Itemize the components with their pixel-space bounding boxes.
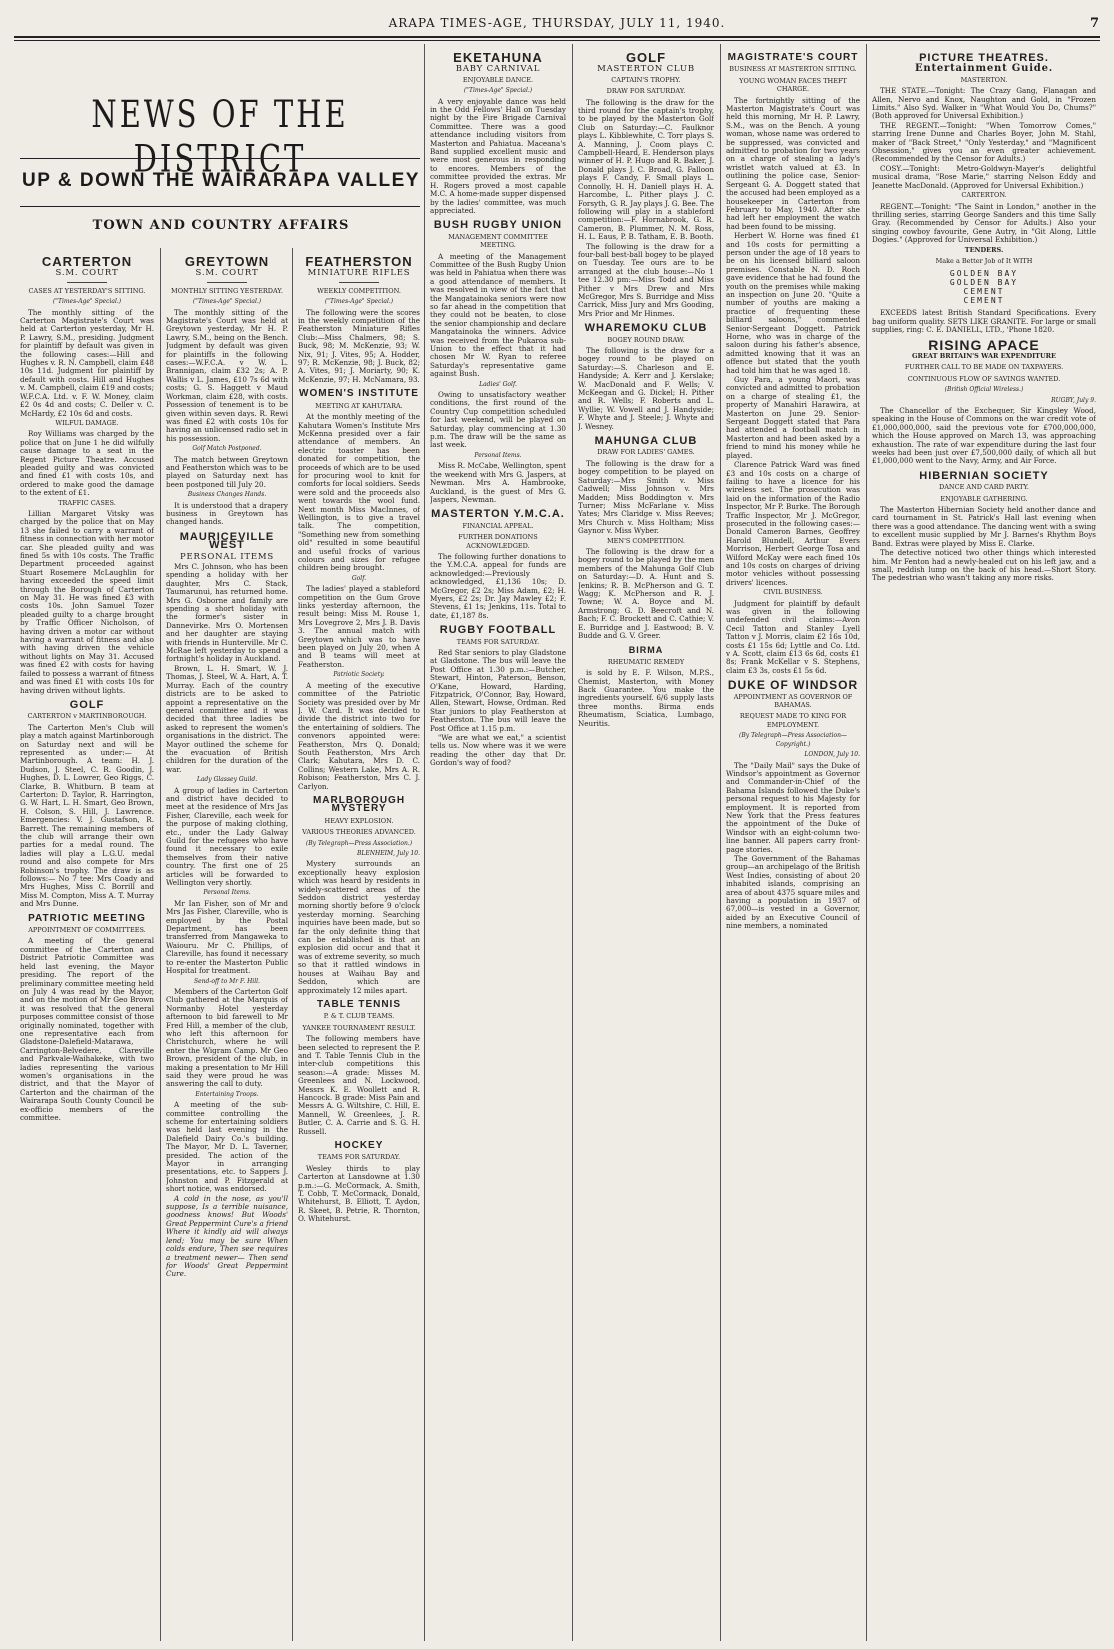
article-text: The Masterton Hibernian Society held another dance and card tournament in St. Patrick's Hall last evening when there was a good attendance. The dancing went with a swing to excellent music supplied by Mr J. Barnes's Rhythm Boys Band. Extras were played by Miss E. Clarke. [872, 505, 1096, 548]
dateline: RUGBY, July 9. [1051, 396, 1096, 404]
kicker: P. & T. CLUB TEAMS. [323, 1012, 395, 1021]
article-text: The following is the draw for a four-ball best-ball bogey to be played on Tuesday. Tee ours are to be arranged at the club house:—No 1 tee 12.30 pm:—Miss Todd and Miss Pither v Mrs Drew and Mrs McGregor, Mrs S. Burridge and Miss Carrick, Miss Jury and Mrs Gooding, Mrs Prior and Mr Hinmes. [578, 241, 714, 318]
kicker: CASES AT YESTERDAY'S SITTING. [28, 286, 146, 295]
article-text: The Chancellor of the Exchequer, Sir Kingsley Wood, speaking in the House of Commons on the war credit vote of £1,000,000,000, said the previous vote for £700,000,000, which the House approved on March 13, was approaching exhaustion. The rate of war expenditure during the last four weeks had been just over £7,500,000 daily, of which all but £1,000,000 went to the Navy, Army, and Air Force. [872, 406, 1096, 466]
article-text: The following is the draw for the third round for the captain's trophy, to be played by the Masterton Golf Club on Saturday:—C. Faulknor plays L. Kibblewhite, C. Torr plays S. A. Manning, J. Coom plays C. Campbell-Heard, E. Henderson plays winner of H. P. Hugo and R. Baker, J. Donald plays J. C. Broad, G. Falloon plays F. Candy, F. Small plays L. Connolly, H. H. Daniell plays H. A. Harcombe, L. Pither plays J. C. Forsyth, G. R. Jay plays J. G. Bee. The following will play in a stableford competition:—F. Hornabrook, G. R. Cameron, B. Plummer, N. M. Ross, H. L. Eaus, P. B. Tatham, E. B. Booth. [578, 97, 714, 242]
banner-subtitle: UP & DOWN THE WAIRARAPA VALLEY [22, 170, 420, 191]
article-text: Mystery surrounds an exceptionally heavy explosion which was heard by residents in widely-scattered areas of the Seddon district yesterday morning shortly before 9 o'clock yesterday morning. Searching inquiries have been made, but so far the only definite thing that can be established is that an explosion did occur and that it was of extreme severity, so much so that it rattled windows in houses at Waihau Bay and Seddon, which are approximately 12 miles apart. [298, 859, 420, 995]
section-heading: GOLF [69, 698, 105, 711]
column-divider [720, 44, 721, 1641]
banner-rule [20, 206, 420, 207]
section-subheading: Entertainment Guide. [914, 63, 1054, 75]
article-text: Roy Williams was charged by the police that on June 1 he did wilfully cause damage to a seat in the Regent Picture Theatre. Accused pleaded guilty and was convicted and fined £1 with costs 10s, and ordered to make good the damage to the extent of £1. [20, 429, 154, 498]
advertisement-text: is sold by E. F. Wilson, M.P.S., Chemist, Masterton, with Money Back Guarantee. You make the ingredients yourself. 6/6 supply lasts three months. Birma ends Rheumatism, Sciatica, Lumbago, Neuritis. [578, 668, 714, 728]
byline: ("Times-Age" Special.) [52, 298, 122, 306]
column-divider [160, 248, 161, 1641]
advertisement-logo [872, 269, 1096, 305]
section-heading: RUGBY FOOTBALL [439, 624, 557, 637]
article-text: The following further donations to the Y.M.C.A. appeal for funds are acknowledged:—Previously acknowledged, £1,136 10s; D. McGregor, £2 2s; Miss Adam, £2; H. Myers, £2 2s; Dr. Jay Mawley £2; F. Stevens, £1 1s; Jenkins, 11s. Total to date, £1,187 8s. [430, 551, 566, 620]
article-text: The monthly sitting of the Magistrate's Court was held at Greytown yesterday, Mr H. P. Lawry, S.M., being on the Bench. Judgment by default was given for plaintiffs in the following cases:—W.F.C.A. v W. L. Brannigan, claim £32 2s; A. P. Wallis v L. James, £10 7s 6d with costs; G. S. Haggett v Maud Workman, claim £28, with costs. Possession of tenement is to be given within seven days. R. Rewi was fined £2 with costs 10s for having an unlicensed radio set in his possession. [166, 307, 288, 443]
kicker: TEAMS FOR SATURDAY. [456, 637, 540, 646]
advertisement-line: CEMENT [963, 287, 1005, 297]
article-text: The monthly sitting of the Carterton Magistrate's Court was held at Carterton yesterday, Mr H. P. Lawry, S.M., presiding. Judgment for plaintiff by default was given in the following cases:—Hill and Hughes v. R. N. Campbell, claim £48 10s 11d. Judgment for plaintiff by default with costs. Hill and Hughes v. M. Campbell, claim £19 and costs; W.F.C.A. Ltd. v. F. W. Money, claim £2 0s 4d and costs; C. Deller v. C. McHardy, £2 10s 6d and costs. [20, 307, 154, 418]
article-text: The following members have been selected to represent the P. and T. Table Tennis Club in the inter-club competitions this season:—A grade: Misses M. Greenlees and N. Lockwood, Messrs K. E. Woollett and R. Hancock. B grade: Miss Pain and Messrs A. G. Wiltshire, C. Hill, E. Mannell, W. Greenlees, J. R. Butler, C. A. Carrie and S. G. H. Russell. [298, 1034, 420, 1136]
kicker: DRAW FOR SATURDAY. [606, 87, 686, 96]
section-heading: MAURICEVILLE WEST [179, 530, 275, 552]
subhead: TENDERS. [964, 245, 1004, 254]
dateline: BLENHEIM, July 10. [357, 850, 420, 857]
section-heading: DUKE OF WINDSOR [727, 678, 859, 693]
kicker: YANKEE TOURNAMENT RESULT. [302, 1023, 416, 1032]
article-text: Members of the Carterton Golf Club gathered at the Marquis of Normanby Hotel yesterday afternoon to bid farewell to Mr Fred Hill, a member of the club, who left this afternoon for Christchurch, where he will enter the Wigram Camp. Mr Geo Brown, president of the club, in making a presentation to Mr Hill said they were proud he was answering the call to duty. [166, 986, 288, 1089]
kicker: REQUEST MADE TO KING FOR EMPLOYMENT. [739, 712, 847, 729]
listing-text: REGENT.—Tonight: "The Saint in London," another in the thrilling series, starring George Sanders and this time Sally Gray. (Recommended by Censor for Adults.) Also your singing cowboy favourite, Gene Autry, in "Git Along, Little Dogies." (Approved for Universal Exhibition.) [872, 201, 1096, 245]
kicker: CONTINUOUS FLOW OF SAVINGS WANTED. [907, 374, 1061, 383]
article-text: A meeting of the sub-committee controlling the scheme for entertaining soldiers was held last evening in the Dalefield Dairy Co.'s building. The Mayor, Mr D. L. Taverner, presided. The action of the Mayor in arranging presentations, etc. to Sappers J. Johnston and P. Fitzgerald at short notice, was endorsed. [166, 1100, 288, 1194]
byline: ("Times-Age" Special.) [192, 298, 262, 306]
page-number: 7 [1089, 15, 1100, 31]
section-heading: TABLE TENNIS [316, 998, 402, 1010]
kicker: MEETING AT KAHUTARA. [315, 401, 403, 410]
column-featherston [298, 252, 420, 1641]
article-text: A very enjoyable dance was held in the Odd Fellows' Hall on Tuesday night by the Fire Brigade Carnival Committee. There was a good attendance including visitors from Masterton and Pahiatua. Maceana's Band supplied excellent music and were most generous in responding to encores. Members of the committee provided the extras. Mr H. Rogers proved a most capable M.C. A home-made supper dispensed by the ladies' committee, was much appreciated. [430, 96, 566, 215]
column-eketahuna [430, 48, 566, 1641]
subhead: Patriotic Society. [333, 671, 385, 679]
article-text: Lillian Margaret Vitsky was charged by the police that on May 13 she failed to carry a warrant of fitness in connection with her motor car. She pleaded guilty and was fined 5s with 10s costs. The Traffic Department proceeded against Stuart Rosemere McLaughlin for having exceeded the speed limit through the Borough of Carterton on May 31. He was fined £3 with costs 10s. John Samuel Tozer pleaded guilty to a charge brought by Traffic Officer Nicholson, of having driven a motor car without having a warrant of fitness and also with having driven the vehicle without lights on May 31. Accused was fined £2 with costs for having failed to possess a warrant of fitness and was fined £1 with costs 10s for having driven without lights. [20, 508, 154, 695]
byline: (British Official Wireless.) [944, 386, 1024, 394]
subhead: Personal Items. [203, 889, 251, 897]
article-text: It is understood that a drapery business in Greytown has changed hands. [166, 500, 288, 527]
kicker: BUSINESS AT MASTERTON SITTING. [729, 65, 857, 74]
section-heading: MAHUNGA CLUB [594, 435, 698, 448]
masthead-rule-thin [14, 40, 1100, 41]
column-divider [866, 44, 867, 1641]
advertisement-line: CEMENT [963, 296, 1005, 306]
section-heading: MAGISTRATE'S COURT [727, 52, 859, 63]
subhead: Send-off to Mr F. Hill. [194, 977, 260, 985]
section-heading: GOLF [625, 50, 667, 65]
subhead: Lady Glassey Guild. [196, 776, 258, 784]
column-golf [578, 48, 714, 1641]
section-heading: CARTERTON [41, 254, 133, 269]
subhead: CIVIL BUSINESS. [763, 588, 823, 597]
section-heading: PATRIOTIC MEETING [28, 912, 146, 924]
advertisement-line: GOLDEN BAY [949, 278, 1019, 288]
column-carterton [20, 252, 154, 1641]
kicker: VARIOUS THEORIES ADVANCED. [302, 828, 416, 837]
article-text: The following is the draw for a bogey round to be played on Saturday:—S. Charleson and E. Handyside; A. Kerr and J. Kerslake; W. MacDonald and F. Wells; V. McKeegan and G. Dickel; H. Pither and R. Wells; F. Roberts and L. Wyllie; W. Vowell and J. Handyside; F. Whyte and J. Steele; J. Whyte and J. Wesney. [578, 346, 714, 431]
kicker: DANCE AND CARD PARTY. [939, 483, 1029, 492]
town-label: MASTERTON. [960, 75, 1008, 84]
masthead-rule [14, 36, 1100, 38]
article-text: Owing to unsatisfactory weather conditions, the first round of the Country Cup competition scheduled for last weekend, will be played on Saturday, play commencing at 1.30 p.m. The draw will be the same as last week. [430, 390, 566, 450]
masthead-title: ARAPA TIMES-AGE, THURSDAY, JULY 11, 1940. [388, 16, 726, 30]
advertisement-subheading: RHEUMATIC REMEDY [607, 657, 685, 666]
article-text: The following is the draw for a bogey round to be played by the men members of the Mahunga Golf Club on Saturday:—D. A. Hunt and S. Jenkins; R. B. McPherson and G. T. Wagg; K. McPherson and R. J. Towne; W. A. Boyce and M. Armstrong; G. D. Beecroft and N. Bach; F. C. Brockett and C. Cathie; V. E. Burridge and J. Eastwood; B. V. Budde and G. V. Greer. [578, 546, 714, 640]
advertisement-text: Make a Better Job of It WITH [935, 256, 1033, 265]
section-heading: EKETAHUNA [453, 50, 543, 65]
section-subheading: BABY CARNIVAL [455, 64, 541, 75]
divider [339, 282, 379, 283]
section-heading: HIBERNIAN SOCIETY [919, 469, 1049, 482]
kicker: CAPTAIN'S TROPHY. [611, 75, 681, 84]
section-heading: WHAREMOKU CLUB [584, 322, 708, 335]
subhead: Golf Match Postponed. [192, 445, 262, 453]
section-heading: WOMEN'S INSTITUTE [299, 388, 419, 400]
subhead: Personal Items. [474, 451, 522, 459]
section-subheading: MASTERTON CLUB [597, 64, 695, 75]
column-greytown [166, 252, 288, 1641]
article-text: Guy Para, a young Maori, was convicted and admitted to probation on a charge of stealing £1, the property of Manahiri Harawira, at Masterton on June 29. Senior-Sergeant Doggett stated that Para had attended a football match in Masterton and had been asked by a friend to mind his money while he played. [726, 375, 860, 460]
section-heading: MASTERTON Y.M.C.A. [431, 508, 565, 521]
advertisement-line: GOLDEN BAY [949, 269, 1019, 279]
article-text: The following is the draw for a bogey competition to be played on Saturday:—Mrs Smith v. Miss Cadwell; Miss Johnson v. Mrs Madden; Miss Boddington v. Mrs Turner; Miss McFarlane v. Miss Yates; Mrs Claridge v. Miss Reeves; Mrs Church v. Miss Holtham; Miss Gaynor v. Miss Wyber. [578, 458, 714, 536]
article-text: Red Star seniors to play Gladstone at Gladstone. The bus will leave the Post Office at 1.30 p.m.:—Butcher, Stewart, Hinton, Paterson, Benson, O'Kane, Howard, Harding, Fitzpatrick, O'Connor, Bay, Howard, Allen, Stewart, Howse, Ordman. Red Star juniors to play Featherston at Featherston. The bus will leave the Post Office at 1.15 p.m. [430, 648, 566, 733]
article-text: The ladies' played a stableford competition on the Gum Grove links yesterday afternoon, the result being: Miss M. Rouse 1, Mrs Lovegrove 2, Mrs J. B. Davis 3. The annual match with Greytown which was to have been played on July 20, when A and B teams will meet at Featherston. [298, 584, 420, 669]
article-text: A meeting of the Management Committee of the Bush Rugby Union was held in Pahiatua when there was a good attendance of members. It was resolved in view of the fact that the Mangatainoka seniors were now so far ahead in the competition that they could not be beaten, to close the senior championship and declare Mangatainoka the winners. Advice was received from the Pukaroa sub-Union to the effect that it had chosen Mr W. Ryan to referee Saturday's representative game against Bush. [430, 251, 566, 379]
banner-title: NEWS OF THE DISTRICT [91, 92, 349, 181]
article-text: Mr Ian Fisher, son of Mr and Mrs Jas Fisher, Clareville, who is employed by the Postal Department, has been transferred from Mangaweka to Waiouru. Mr C. Phillips, of Clareville, has found it necessary to re-enter the Masterton Public Hospital for treatment. [166, 898, 288, 976]
kicker: HEAVY EXPLOSION. [324, 816, 394, 825]
article-text: The following were the scores in the weekly competition of the Featherston Miniature Rifles Club:—Miss Chalmers, 98; S. Buck, 98; M. McKenzie, 93; W. Nix, 91; J. Vites, 95; A. Hodder, 97; R. McKenzie, 98; J. Buck, 82; A. Vites, 91; J. Moriarty, 90; K. McKenzie, 97; H. McNamara, 93. [298, 307, 420, 384]
advertisement-verse: A cold in the nose, as you'll suppose, Is a terrible nuisance, goodness knows! But Woods' Great Peppermint Cure's a friend Where it kindly aid will always lend; You may be sure When colds endure, Then see requires a treatment newer— Then send for Woods' Great Peppermint Cure. [166, 1193, 288, 1279]
byline: ("Times-Age" Special.) [463, 87, 533, 95]
article-text: A group of ladies in Carterton and district have decided to meet at the residence of Mrs Jas Fisher, Clareville, each week for the purpose of making clothing, etc., under the Lady Galway Guild for the refugees who have found it necessary to exile themselves from their native country. The first one of 25 articles will be forwarded to Wellington very shortly. [166, 785, 288, 888]
kicker: ENJOYABLE GATHERING. [940, 494, 1028, 503]
article-text: A meeting of the executive committee of the Patriotic Society was presided over by Mr J. W. Card. It was decided to divide the district into two for the entertaining of soldiers. The convenors appointed were: Featherston, Mrs Q. Donald; South Featherston, Mrs Arch Clark; Kahutara, Mrs D. C. Collins; Western Lake, Mrs A. R. Robison; Featherston, Mrs C. J. Carlyon. [298, 680, 420, 791]
listing-text: THE REGENT.—Tonight: "When Tomorrow Comes," starring Irene Dunne and Charles Boyer, John M. Stahl, maker of "Back Street," "Only Yesterday," and "Magnificent Obsession," gives you an even greater achievement. (Recommended by the Censor for Adults.) [872, 120, 1096, 164]
subhead: TRAFFIC CASES. [58, 498, 116, 507]
dateline: LONDON, July 10. [804, 751, 860, 759]
town-label: CARTERTON. [961, 191, 1007, 200]
divider [67, 282, 107, 283]
article-text: The fortnightly sitting of the Masterton Magistrate's Court was held this morning, Mr H. P. Lawry, S.M., was on the Bench. A young woman, whose name was ordered to be suppressed, was convicted and admitted to probation for two years on a charge of stealing a lady's wristlet watch valued at £3. In outlining the police case, Senior-Sergeant G. A. Doggett stated that the accused had been employed as a housekeeper in Carterton from February to May, 1940. After she had left her employment the watch had been found to be missing. [726, 95, 860, 231]
section-heading: HOCKEY [334, 1140, 384, 1151]
section-subheading: PERSONAL ITEMS [180, 551, 274, 562]
advertisement-text: EXCEEDS latest British Standard Specifications. Every bag uniform quality. SETS LIKE GRANITE. For large or small supplies, ring: C. E. DANIELL, LTD., 'Phone 1820. [872, 308, 1096, 335]
section-heading: GREYTOWN [184, 254, 270, 269]
masthead [14, 14, 1100, 32]
article-text: The Government of the Bahamas group—an archipelago of the British West Indies, consisting of about 20 inhabited islands, comprising an area of about 4375 square miles and having a population in 1937 of 67,000—is vested in a Governor, aided by an Executive Council of nine members, a nominated [726, 853, 860, 931]
article-text: Wesley thirds to play Carterton at Lansdowne at 1.30 p.m.:—G. McCormack, A. Smith, T. Cobb, T. McCormack, Donald, Whitehurst, B. Elliott, T. Aydon, R. Skeet, B. Petrie, R. Thornton, O. Whitehurst. [298, 1163, 420, 1224]
article-text: The match between Greytown and Featherston which was to be played on Saturday next has been postponed till July 20. [166, 454, 288, 489]
kicker: ENJOYABLE DANCE. [462, 75, 534, 84]
subhead: Ladies' Golf. [479, 380, 517, 388]
section-subheading: MINIATURE RIFLES [307, 268, 411, 279]
byline: (By Telegraph—Press Association.) [305, 839, 413, 847]
article-text: Clarence Patrick Ward was fined £3 and 10s costs on a charge of failing to have a licence for his wireless set. The prosecution was laid on the information of the Radio Inspector, Mr P. Burke. The Borough Traffic Inspector, Mr J. McGregor, prosecuted in the following cases:—Donald Cameron Barnes, Geoffrey Harold Blundell, Arthur Evers Morrison, Herbert George Tosa and Wilford McKay were each fined 10s and 10s costs on charges of driving motor vehicles without possessing drivers' licences. [726, 460, 860, 587]
section-heading: BUSH RUGBY UNION [433, 219, 563, 232]
article-text: At the monthly meeting of the Kahutara Women's Institute Mrs McKenna presided over a fair attendance of members. An electric toaster has been donated for competition, the proceeds of which are to be used for procuring wool to knit for comforts for local soldiers. Seeds were sold and the proceeds also went towards the wool fund. Next month Miss MacInnes, of Wellington, is to give a travel talk. The competition, "Something new from something old" resulted in some beautiful and useful frocks of various colours and sizes for refugee children being brought. [298, 412, 420, 573]
kicker: MANAGEMENT COMMITTEE MEETING. [448, 232, 548, 250]
subhead: WILFUL DAMAGE. [55, 418, 119, 427]
kicker: CARTERTON v MARTINBOROUGH. [27, 712, 147, 721]
article-text: Brown, L. H. Smart, W. J. Thomas, J. Steel, W. A. Hart, A. T. Murray. Each of the country districts are to be asked to appoint a representative on the general committee and it was decided that three ladies be asked to represent the women's organisations in the district. The Mayor outlined the scheme for the evacuation of British children for the duration of the war. [166, 663, 288, 774]
article-text: Herbert W. Horne was fined £1 and 10s costs for permitting a person under the age of 18 years to be on his licensed billiard saloon premises. Constable N. D. Roch gave evidence that he had found the youth on the premises while making an inspection on June 20. "Quite a number of youths are making a practice of frequenting these billiard saloons," commented Senior-Sergeant Doggett. Patrick Horne, who was in charge of the saloon during his father's absence, admitted knowing that it was an offence but stated that the youth had told him that he was aged 18. [726, 231, 860, 375]
subhead: MEN'S COMPETITION. [607, 536, 685, 545]
kicker: APPOINTMENT OF COMMITTEES. [28, 926, 146, 935]
kicker: APPOINTMENT AS GOVERNOR OF BAHAMAS. [733, 692, 853, 710]
kicker: WEEKLY COMPETITION. [317, 286, 401, 295]
column-theatres [872, 48, 1096, 1641]
section-heading: RISING APACE [928, 336, 1040, 353]
kicker: FURTHER CALL TO BE MADE ON TAXPAYERS. [904, 363, 1064, 372]
byline: ("Times-Age" Special.) [324, 298, 394, 306]
article-text: Miss R. McCabe, Wellington, spent the weekend with Mrs G. Jaspers, at Newman. Mrs A. Hambrooke, Auckland, is the guest of Mrs G. Jaspers, Newman. [430, 461, 566, 504]
section-heading: PICTURE THEATRES. [919, 52, 1049, 64]
column-divider [292, 248, 293, 1641]
kicker: FURTHER DONATIONS ACKNOWLEDGED. [458, 533, 538, 550]
kicker: DRAW FOR LADIES' GAMES. [597, 448, 695, 457]
kicker: BOGEY ROUND DRAW. [607, 335, 685, 344]
byline: (By Telegraph—Press Association—Copyright.) [739, 732, 847, 748]
article-text: A meeting of the general committee of the Carterton and District Patriotic Committee was held last evening, the Mayor presiding. The report of the preliminary committee meeting held on July 4 was read by the Mayor, and on the motion of Mr Geo Brown it was resolved that the general purposes committee consist of those originally nominated, together with one representative each from Gladstone-Dalefield-Matarawa, Carrington-Belvedere, Clareville and Parkvale-Waihakeke, with two ladies representing the various women's organisations in the district, and that the Mayor of Carterton and the chairman of the Wairarapa South County Council be ex-officio members of the committee. [20, 936, 154, 1122]
banner-rule [20, 158, 420, 159]
article-text: The detective noticed two other things which interested him. Mr Fenton had a newly-healed cut on his left jaw, and a small, reddish lump on the back of his head.—Short Story. The pedestrian who wasn't taking any more risks. [872, 548, 1096, 583]
advertisement-heading: BIRMA [628, 645, 664, 656]
subhead: Entertaining Troops. [195, 1090, 259, 1098]
column-divider [572, 44, 573, 1641]
listing-text: THE STATE.—Tonight: The Crazy Gang, Flanagan and Allen, Nervo and Knox, Naughton and Gold, in "Frozen Limits." Also Syd. Walker in "What Would You Do, Chums?" (Both approved for Universal Exhibition.) [872, 86, 1096, 121]
column-divider [424, 44, 425, 1641]
article-text: The "Daily Mail" says the Duke of Windsor's appointment as Governor and Commander-in-Chief of the Bahama Islands followed the Duke's personal request to his Majesty for employment. It is reported from New York that the Press features the appointment of the Duke of Windsor with an eight-column two-line banner. All papers carry front-page stories. [726, 760, 860, 854]
divider [207, 282, 247, 283]
listing-text: COSY.—Tonight: Metro-Goldwyn-Mayer's delightful musical drama, "Rose Marie," starring Nelson Eddy and Jeanette MacDonald. (Approved for Universal Exhibition.) [872, 163, 1096, 190]
kicker: MONTHLY SITTING YESTERDAY. [171, 286, 283, 295]
article-text: "We are what we eat," a scientist tells us. Now where was it we were reading the other day that Dr. Gordon's way of food? [430, 733, 566, 768]
subhead: Golf. [351, 574, 367, 582]
subhead: Business Changes Hands. [187, 491, 267, 499]
article-text: The Carterton Men's Club will play a match against Martinborough on Saturday next and will be represented as under:— At Martinborough. A team: H. J. Dudson, J. Steel, C. R. Goodin, J. Hughes, D. L. Lowrer, Geo Riggs, C. Clarke, B. Whitburn. B team at Carterton: D. Taylor, R. Harrington, G. W. Hart, L. H. Smart, Geo Brown, H. Colson, S. Hill, J. Lawrence. Emergencies: V. J. Gustafson, R. Barrett. The remaining members of the club will arrange their own parties for a medal round. The ladies will play a L.G.U. medal round and also compete for Mrs Robinson's trophy. The draw is as follows:— No 7 tee: Mrs Coady and Mrs Hughes, Miss C. Borrill and Miss M. Compton, Miss A. T. Murray and Mrs Dunne. [20, 722, 154, 909]
article-text: Mrs C. Johnson, who has been spending a holiday with her daughter, Mrs C. Stack, Taumarunui, has returned home. Mrs G. Osborne and family are spending a short holiday with the former's sister in Dannevirke. Mrs O. Mortensen and her daughter are staying with friends in Hunterville. Mr C. McRae left yesterday to spend a fortnight's holiday in Auckland. [166, 562, 288, 664]
section-heading: FEATHERSTON [305, 254, 413, 269]
kicker: YOUNG WOMAN FACES THEFT CHARGE. [739, 76, 847, 94]
kicker: FINANCIAL APPEAL. [462, 521, 534, 530]
section-heading: MARLBOROUGH MYSTERY [312, 794, 406, 815]
column-magistrate [726, 48, 860, 1641]
kicker: TEAMS FOR SATURDAY. [317, 1153, 401, 1162]
article-text: Judgment for plaintiff by default was given in the following undefended civil claims:—Avon Cecil Tatton and Stanley Lyell Tatton v J. Morris, claim £2 16s 10d, costs £1 15s 6d; Lyttle and Co. Ltd. v A. Scott, claim £13 6s 6d, costs £1 8s; Frank McKellar v S. Stephens, claim £3 3s, costs £1 5s 6d. [726, 598, 860, 675]
kicker: GREAT BRITAIN'S WAR EXPENDITURE [912, 351, 1056, 360]
section-subheading: S.M. COURT [195, 268, 259, 279]
section-subheading: S.M. COURT [55, 268, 119, 279]
banner-section: TOWN AND COUNTRY AFFAIRS [92, 218, 350, 233]
